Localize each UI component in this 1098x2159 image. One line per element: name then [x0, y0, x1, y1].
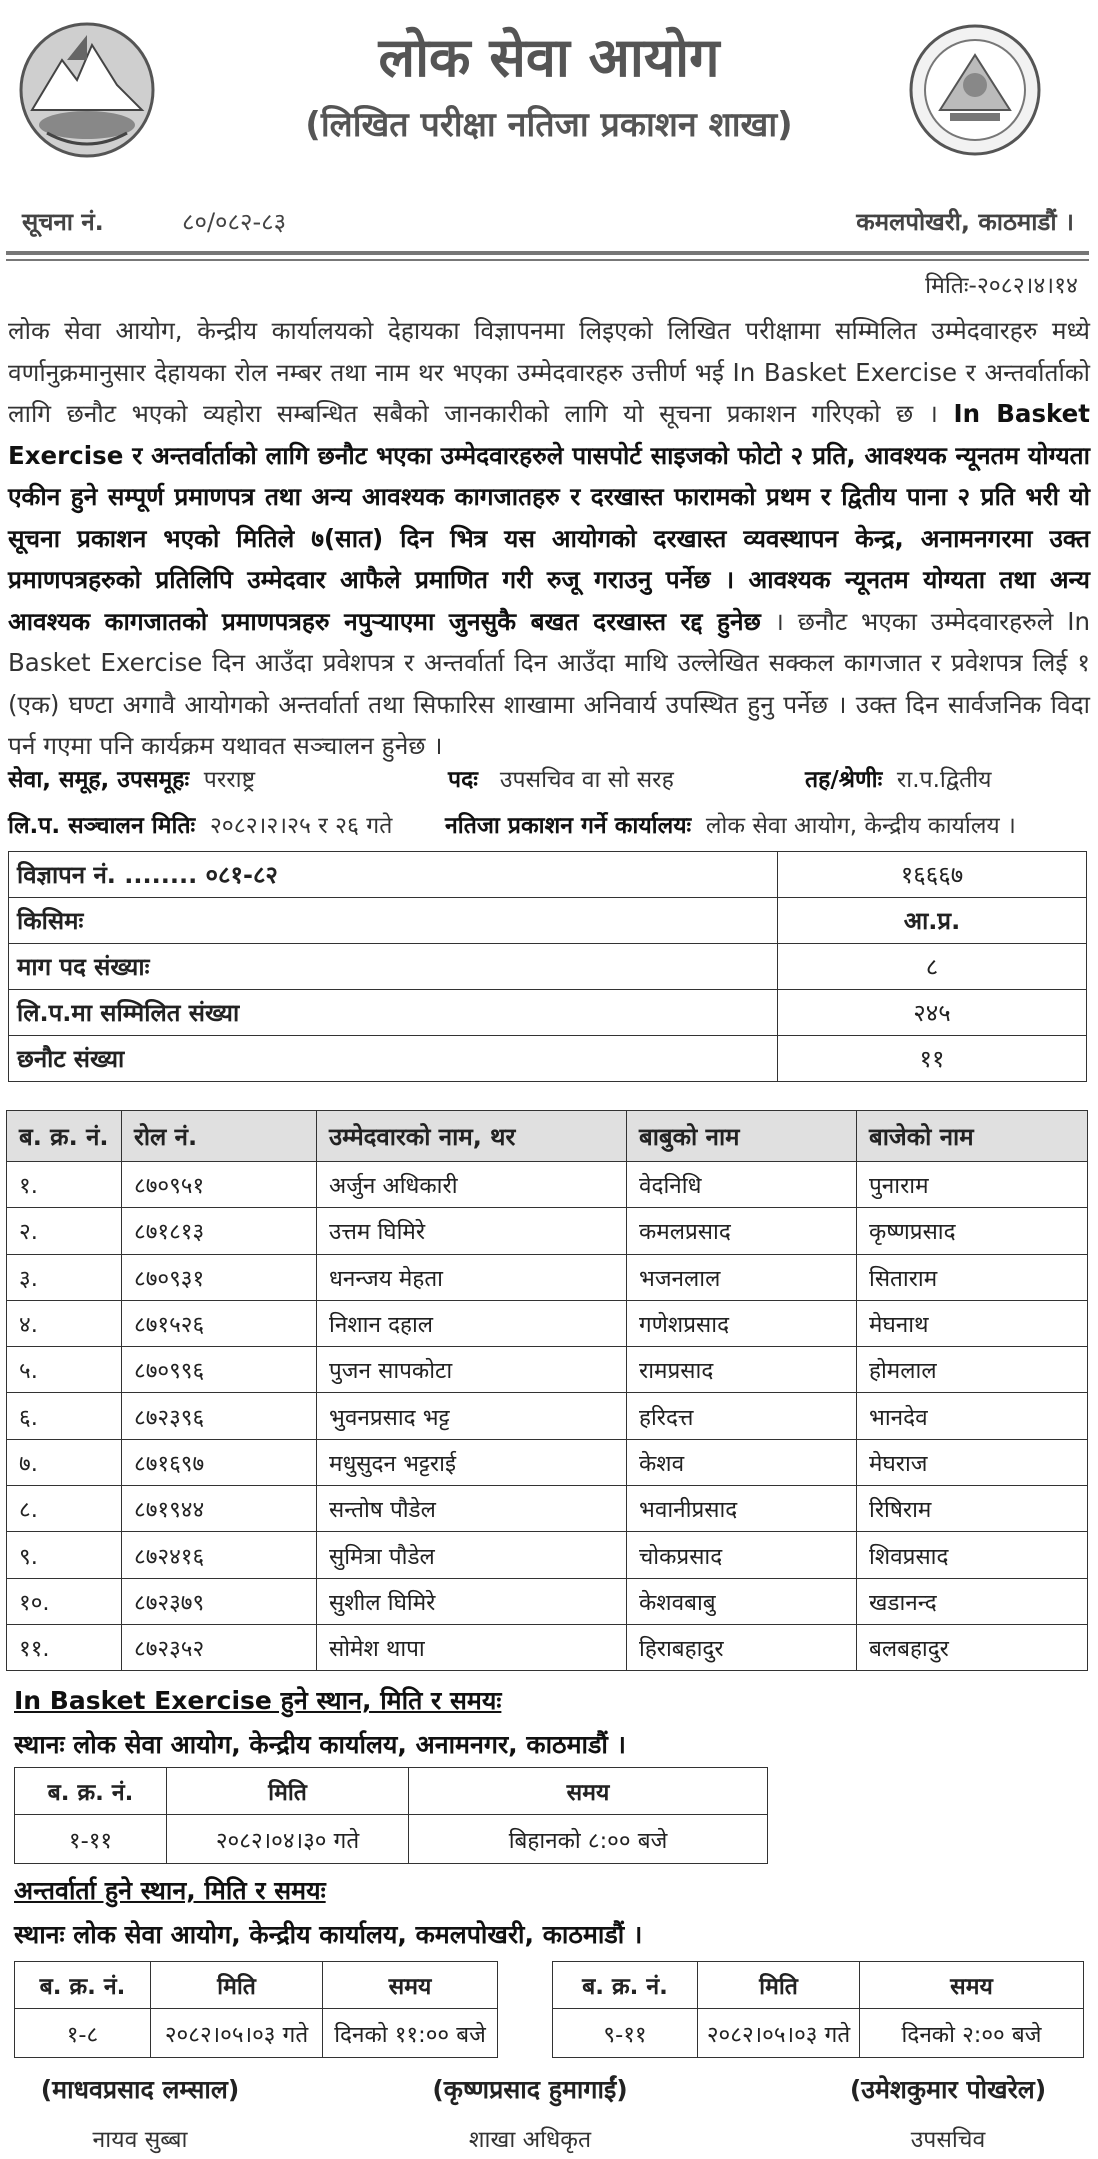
table-cell: सन्तोष पौडेल — [317, 1486, 627, 1532]
meta-office: नतिजा प्रकाशन गर्ने कार्यालयः लोक सेवा आयोग, केन्द्रीय कार्यालय । — [445, 813, 1016, 839]
results-header-cell: ब. क्र. नं. — [7, 1111, 122, 1162]
schedule-cell: दिनको २:०० बजे — [860, 2009, 1084, 2058]
schedule-row — [15, 1815, 768, 1864]
info-label: माग पद संख्याः — [9, 944, 778, 990]
table-cell: ८७२३९६ — [122, 1393, 317, 1439]
info-label: लि.प.मा सम्मिलित संख्या — [9, 990, 778, 1036]
table-cell: ५. — [7, 1347, 122, 1393]
interview-schedule-table-left — [14, 1961, 498, 2058]
results-header-cell: बाजेको नाम — [857, 1111, 1088, 1162]
table-cell: १. — [7, 1162, 122, 1208]
results-header-cell: उम्मेदवारको नाम, थर — [317, 1111, 627, 1162]
table-row — [7, 1208, 1088, 1254]
table-cell: सुशील घिमिरे — [317, 1578, 627, 1624]
table-cell: ८७१६९७ — [122, 1439, 317, 1485]
table-cell: ८७२४१६ — [122, 1532, 317, 1578]
table-cell: शिवप्रसाद — [857, 1532, 1088, 1578]
header-rule-thin — [6, 259, 1089, 261]
signature-role-1: नायव सुब्बा — [92, 2127, 188, 2153]
table-row — [7, 1254, 1088, 1300]
table-cell: सिताराम — [857, 1254, 1088, 1300]
schedule-header: मिति — [151, 1962, 323, 2009]
table-cell: निशान दहाल — [317, 1300, 627, 1346]
schedule-header-row — [15, 1962, 498, 2009]
signature-role-2: शाखा अधिकृत — [468, 2127, 592, 2153]
table-cell: पुजन सापकोटा — [317, 1347, 627, 1393]
table-cell: ३. — [7, 1254, 122, 1300]
info-label: छनौट संख्या — [9, 1036, 778, 1082]
advertisement-info-table — [8, 851, 1087, 1082]
table-cell: १०. — [7, 1578, 122, 1624]
info-value: १६६६७ — [778, 852, 1087, 898]
table-row — [7, 1578, 1088, 1624]
schedule-cell: २०८२।०४।३० गते — [167, 1815, 409, 1864]
table-cell: ८७१८१३ — [122, 1208, 317, 1254]
table-cell: रिषिराम — [857, 1486, 1088, 1532]
info-row — [9, 944, 1087, 990]
table-cell: हरिदत्त — [627, 1393, 857, 1439]
schedule-cell: २०८२।०५।०३ गते — [698, 2009, 860, 2058]
table-cell: भजनलाल — [627, 1254, 857, 1300]
table-cell: भुवनप्रसाद भट्ट — [317, 1393, 627, 1439]
table-cell: केशवबाबु — [627, 1578, 857, 1624]
org-title: लोक सेवा आयोग — [378, 26, 720, 89]
info-value: ११ — [778, 1036, 1087, 1082]
notice-body-instructions: In Basket Exercise र अन्तर्वार्ताको लागि छनौट भएका उम्मेदवारहरुले पासपोर्ट साइजको फोटो २ प्रति, आवश्यक न्यूनतम योग्यता एकीन हुने सम्पूर्ण प्रमाणपत्र तथा अन्य आवश्यक कागजातहरु र दरखास्त फारामको प्रथम र द्वितीय पाना २ प्रति भरी यो सूचना प्रकाशन भएको मितिले ७(सात) दिन भित्र यस आयोगको दरखास्त व्यवस्थापन केन्द्र, अनामनगरमा उक्त प्रमाणपत्रहरुको प्रतिलिपि उम्मेदवार आफैले प्रमाणित गरी रुजू गराउनु पर्नेछ । आवश्यक न्यूनतम योग्यता तथा अन्य आवश्यक कागजातको प्रमाणपत्रहरु नपुऱ्याएमा जुनसुकै बखत दरखास्त रद्द हुनेछ — [8, 399, 1091, 636]
table-cell: चोकप्रसाद — [627, 1532, 857, 1578]
schedule-header: समय — [323, 1962, 498, 2009]
interview-title: अन्तर्वार्ता हुने स्थान, मिति र समयः — [14, 1876, 326, 1905]
schedule-cell: ९-११ — [553, 2009, 698, 2058]
meta-service: सेवा, समूह, उपसमूहः परराष्ट्र — [8, 767, 256, 793]
table-row — [7, 1162, 1088, 1208]
schedule-header-row — [15, 1768, 768, 1815]
table-row — [7, 1624, 1088, 1670]
table-cell: कृष्णप्रसाद — [857, 1208, 1088, 1254]
header-rule-thick — [6, 251, 1089, 255]
schedule-header: समय — [860, 1962, 1084, 2009]
meta-post: पदः उपसचिव वा सो सरह — [448, 767, 674, 793]
schedule-cell: दिनको ११:०० बजे — [323, 2009, 498, 2058]
table-cell: ८७०९३१ — [122, 1254, 317, 1300]
table-row — [7, 1393, 1088, 1439]
schedule-row — [15, 2009, 498, 2058]
table-cell: ८७२३७९ — [122, 1578, 317, 1624]
table-cell: धनन्जय मेहता — [317, 1254, 627, 1300]
notice-body — [8, 310, 1090, 767]
table-cell: ४. — [7, 1300, 122, 1346]
table-cell: ६. — [7, 1393, 122, 1439]
schedule-row — [553, 2009, 1084, 2058]
signature-role-3: उपसचिव — [910, 2127, 986, 2153]
info-value: ८ — [778, 944, 1087, 990]
table-row — [7, 1486, 1088, 1532]
schedule-header: ब. क्र. नं. — [15, 1962, 151, 2009]
table-cell: वेदनिधि — [627, 1162, 857, 1208]
schedule-header: ब. क्र. नं. — [553, 1962, 698, 2009]
notice-number: ८०/०८२-८३ — [182, 208, 287, 236]
notice-date: मितिः-२०८२।४।१४ — [925, 273, 1078, 299]
notice-body-intro: लोक सेवा आयोग, केन्द्रीय कार्यालयको देहायका विज्ञापनमा लिइएको लिखित परीक्षामा सम्मिलित उम्मेदवारहरु मध्ये वर्णानुक्रमानुसार देहायका रोल नम्बर तथा नाम थर भएका उम्मेदवारहरु उत्तीर्ण भई In Basket Exercise र अन्तर्वार्ताको लागि छनौट भएको व्यहोरा सम्बन्धित सबैको जानकारीको लागि यो सूचना प्रकाशन गरिएको छ । — [8, 316, 1090, 428]
schedule-cell: १-११ — [15, 1815, 167, 1864]
info-label: विज्ञापन नं. ........ ०८१-८२ — [9, 852, 778, 898]
schedule-header-row — [553, 1962, 1084, 2009]
info-value: आ.प्र. — [778, 898, 1087, 944]
table-cell: ८७०९९६ — [122, 1347, 317, 1393]
notice-body-closing: । छनौट भएका उम्मेदवारहरुले In Basket Exercise दिन आउँदा प्रवेशपत्र र अन्तर्वार्ता दिन आउँदा माथि उल्लेखित सक्कल कागजात र प्रवेशपत्र लिई १ (एक) घण्टा अगावै आयोगको अन्तर्वार्ता तथा सिफारिस शाखामा अनिवार्य उपस्थित हुनु पर्नेछ । उक्त दिन सार्वजनिक विदा पर्न गएमा पनि कार्यक्रम यथावत सञ्चालन हुनेछ । — [8, 606, 1090, 760]
table-cell: होमलाल — [857, 1347, 1088, 1393]
office-location: कमलपोखरी, काठमाडौं । — [856, 208, 1074, 236]
table-row — [7, 1300, 1088, 1346]
info-value: २४५ — [778, 990, 1087, 1036]
interview-schedule-table-right — [552, 1961, 1084, 2058]
branch-title: (लिखित परीक्षा नतिजा प्रकाशन शाखा) — [305, 105, 793, 145]
table-cell: मेघराज — [857, 1439, 1088, 1485]
results-header-row — [7, 1111, 1088, 1162]
schedule-header: मिति — [167, 1768, 409, 1815]
table-row — [7, 1532, 1088, 1578]
table-cell: सुमित्रा पौडेल — [317, 1532, 627, 1578]
inbasket-schedule-table — [14, 1767, 768, 1864]
results-header-cell: रोल नं. — [122, 1111, 317, 1162]
table-cell: खडानन्द — [857, 1578, 1088, 1624]
table-cell: ८७१५२६ — [122, 1300, 317, 1346]
notice-label: सूचना नं. — [22, 208, 104, 236]
table-cell: ८७०९५१ — [122, 1162, 317, 1208]
signature-name-2: (कृष्णप्रसाद हुमागाईं) — [432, 2075, 628, 2104]
inbasket-title: In Basket Exercise हुने स्थान, मिति र समयः — [14, 1686, 502, 1715]
table-cell: ८७१९४४ — [122, 1486, 317, 1532]
interview-place: स्थानः लोक सेवा आयोग, केन्द्रीय कार्यालय, कमलपोखरी, काठमाडौं । — [14, 1920, 643, 1949]
table-cell: ८७२३५२ — [122, 1624, 317, 1670]
table-cell: मेघनाथ — [857, 1300, 1088, 1346]
results-table — [6, 1110, 1088, 1671]
info-row — [9, 990, 1087, 1036]
table-cell: ८. — [7, 1486, 122, 1532]
schedule-cell: बिहानको ८:०० बजे — [409, 1815, 768, 1864]
table-cell: सोमेश थापा — [317, 1624, 627, 1670]
info-row — [9, 852, 1087, 898]
info-row — [9, 1036, 1087, 1082]
signature-name-1: (माधवप्रसाद लम्साल) — [40, 2075, 240, 2104]
table-cell: ७. — [7, 1439, 122, 1485]
schedule-header: ब. क्र. नं. — [15, 1768, 167, 1815]
table-cell: भानदेव — [857, 1393, 1088, 1439]
table-cell: केशव — [627, 1439, 857, 1485]
table-cell: ११. — [7, 1624, 122, 1670]
schedule-header: समय — [409, 1768, 768, 1815]
schedule-cell: २०८२।०५।०३ गते — [151, 2009, 323, 2058]
table-cell: पुनाराम — [857, 1162, 1088, 1208]
table-cell: अर्जुन अधिकारी — [317, 1162, 627, 1208]
table-cell: गणेशप्रसाद — [627, 1300, 857, 1346]
schedule-header: मिति — [698, 1962, 860, 2009]
table-cell: २. — [7, 1208, 122, 1254]
table-cell: रामप्रसाद — [627, 1347, 857, 1393]
meta-level: तह/श्रेणीः रा.प.द्वितीय — [805, 767, 992, 793]
table-cell: हिराबहादुर — [627, 1624, 857, 1670]
info-row — [9, 898, 1087, 944]
table-row — [7, 1439, 1088, 1485]
table-cell: ९. — [7, 1532, 122, 1578]
table-cell: मधुसुदन भट्टराई — [317, 1439, 627, 1485]
schedule-cell: १-८ — [15, 2009, 151, 2058]
table-cell: कमलप्रसाद — [627, 1208, 857, 1254]
signature-name-3: (उमेशकुमार पोखरेल) — [849, 2075, 1047, 2104]
results-header-cell: बाबुको नाम — [627, 1111, 857, 1162]
table-cell: उत्तम घिमिरे — [317, 1208, 627, 1254]
inbasket-place: स्थानः लोक सेवा आयोग, केन्द्रीय कार्यालय, अनामनगर, काठमाडौं । — [14, 1730, 627, 1759]
table-cell: भवानीप्रसाद — [627, 1486, 857, 1532]
meta-exam-date: लि.प. सञ्चालन मितिः २०८२।२।२५ र २६ गते — [8, 813, 393, 839]
table-cell: बलबहादुर — [857, 1624, 1088, 1670]
table-row — [7, 1347, 1088, 1393]
info-label: किसिमः — [9, 898, 778, 944]
